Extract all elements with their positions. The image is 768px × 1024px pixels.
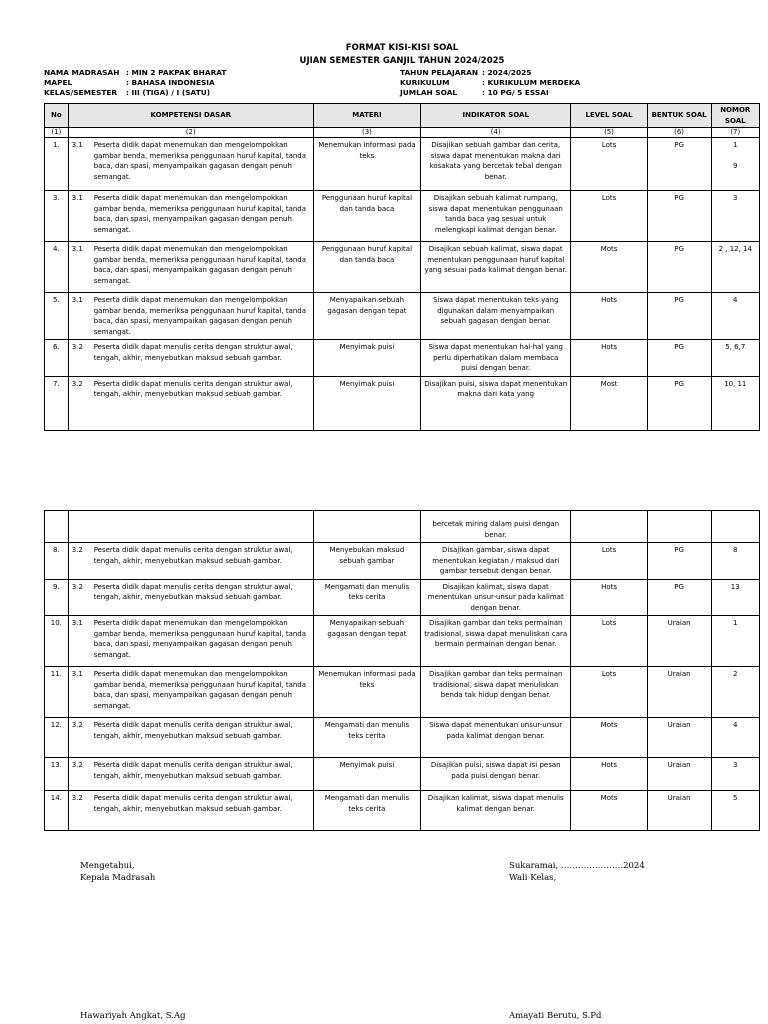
kd-text: Peserta didik dapat menulis cerita dengan struktur awal, tengah, akhir, menyebutkan maksud sebuah gambar. (93, 546, 293, 565)
info-value: : MIN 2 PAKPAK BHARAT (126, 68, 227, 77)
cell-level: Mots (571, 718, 647, 758)
col-number: (5) (571, 128, 647, 138)
cell-kd (68, 579, 313, 616)
cell-indikator: Disajikan gambar, siswa dapat menentukan kegiatan / maksud dari gambar tersebut dengan benar. (421, 543, 571, 580)
sign-left-line2: Kepala Madrasah (80, 873, 156, 883)
sign-right (509, 860, 645, 884)
info-label: KURIKULUM (400, 78, 450, 87)
kd-code: 3.2 (71, 343, 83, 351)
info-left (44, 68, 226, 98)
table-row (45, 718, 760, 758)
cell-nomor: 5, 6,7 (711, 340, 759, 377)
kd-code: 3.1 (71, 141, 83, 149)
info-label: KELAS/SEMESTER (44, 88, 118, 97)
doc-subtitle: UJIAN SEMESTER GANJIL TAHUN 2024/2025 (299, 56, 505, 66)
table-row (45, 579, 760, 616)
kd-code: 3.2 (71, 379, 83, 388)
kd-text: Peserta didik dapat menulis cerita dengan struktur awal, tengah, akhir, menyebutkan maksud sebuah gambar. (93, 343, 293, 362)
cell-bentuk: Uraian (647, 718, 711, 758)
cell-no: 7. (45, 376, 69, 430)
cell-no: 4. (45, 242, 69, 293)
cell-bentuk: Uraian (647, 791, 711, 831)
table-row (45, 293, 760, 340)
cell-nomor: 2 , 12, 14 (711, 242, 759, 293)
cell-materi: Menyebukan maksud sebuah gambar (313, 543, 420, 580)
kisi-table-page1 (44, 103, 760, 431)
kd-text: Peserta didik dapat menemukan dan mengelompokkan gambar benda, memeriksa penggunaan huruf kapital, tanda baca, dan spasi, menyampaikan gagasan dengan penuh semangat. (93, 141, 307, 181)
cell-indikator: Disajikan puisi, siswa dapat menentukan makna dari kata yang (421, 376, 571, 430)
cell-indikator: Disajikan kalimat, siswa dapat menulis kalimat dengan benar. (421, 791, 571, 831)
cell-materi: Menyimak puisi (313, 758, 420, 791)
col-header-nomor: NOMOR SOAL (711, 104, 759, 128)
cell-materi: Mengamati dan menulis teks cerita (313, 791, 420, 831)
kisi-table-page2 (44, 510, 760, 831)
col-header-no: No (45, 104, 69, 128)
cell-nomor: 3 (711, 758, 759, 791)
cell-level: Hots (571, 579, 647, 616)
kd-code: 3.1 (71, 194, 83, 202)
table-row (45, 340, 760, 377)
info-value: : 2024/2025 (482, 68, 532, 77)
cell-no: 14. (45, 791, 69, 831)
kd-text: Peserta didik dapat menulis cerita dengan struktur awal, tengah, akhir, menyebutkan maksud sebuah gambar. (93, 582, 293, 601)
kd-code: 3.2 (71, 721, 83, 729)
cell-indikator: Siswa dapat menentukan unsur-unsur pada kalimat dengan benar. (421, 718, 571, 758)
cell-level: Lots (571, 191, 647, 242)
table-row (45, 758, 760, 791)
cell-kd (68, 242, 313, 293)
cell-bentuk: PG (647, 138, 711, 191)
info-value: : BAHASA INDONESIA (126, 78, 215, 87)
kd-text: Peserta didik dapat menulis cerita dengan struktur awal, tengah, akhir, menyebutkan maksud sebuah gambar. (93, 761, 293, 780)
cell-indikator: Disajikan kalimat, siswa dapat menentukan unsur-unsur pada kalimat dengan benar. (421, 579, 571, 616)
cell-no: 5. (45, 293, 69, 340)
cell-no: 8. (45, 543, 69, 580)
cell-bentuk: PG (647, 293, 711, 340)
cell-bentuk: PG (647, 376, 711, 430)
table-row (45, 616, 760, 667)
info-label: JUMLAH SOAL (400, 88, 458, 97)
info-label: NAMA MADRASAH (44, 68, 120, 77)
cell-kd (68, 191, 313, 242)
kd-code: 3.1 (71, 296, 83, 304)
cell-kd (68, 718, 313, 758)
col-number: (3) (313, 128, 420, 138)
sign-right-name: Amayati Berutu, S.Pd (509, 1011, 602, 1021)
cell-no: 1. (45, 138, 69, 191)
col-header-indikator: INDIKATOR SOAL (421, 104, 571, 128)
cell-materi: Mengamati dan menulis teks cerita (313, 718, 420, 758)
cell-indikator: Disajikan sebuah kalimat rumpang, siswa dapat menentukan penggunaan tanda baca yag sesuai untuk melengkapi kalimat dengan benar. (421, 191, 571, 242)
cell-level: Hots (571, 340, 647, 377)
kd-text: Peserta didik dapat menemukan dan mengelompokkan gambar benda, memeriksa penggunaan huruf kapital, tanda baca, dan spasi, menyampaikan gagasan dengan penuh semangat. (93, 296, 307, 336)
kd-code: 3.2 (71, 794, 83, 802)
cell-materi: Menyimak puisi (313, 376, 420, 430)
kd-code: 3.2 (71, 761, 83, 769)
cell-nomor: 2 (711, 667, 759, 718)
cell-materi: Mengamati dan menulis teks cerita (313, 579, 420, 616)
cell-level: Lots (571, 543, 647, 580)
cell-no: 6. (45, 340, 69, 377)
cell-bentuk: PG (647, 579, 711, 616)
table-row (45, 376, 760, 430)
kd-text: Peserta didik dapat menemukan dan mengelompokkan gambar benda, memeriksa penggunaan huruf kapital, tanda baca, dan spasi, menyampaikan gagasan dengan penuh semangat. (93, 670, 307, 710)
cell-indikator: Disajikan gambar dan teks permainan tradisional, siswa dapat menuliskan benda tak hidup dengan benar. (421, 667, 571, 718)
info-value: : III (TIGA) / I (SATU) (126, 88, 211, 97)
cell-bentuk: PG (647, 191, 711, 242)
info-label: MAPEL (44, 78, 73, 87)
col-number: (7) (711, 128, 759, 138)
cell-indikator: Disajikan sebuah gambar dan cerita, siswa dapat menentukan makna dari kosakata yang bercetak tebal dengan benar. (421, 138, 571, 191)
cell-kd (68, 138, 313, 191)
cell-no: 10. (45, 616, 69, 667)
cell-materi: Menyapaikan sebuah gagasan dengan tepat (313, 616, 420, 667)
sign-right-line1: Sukaramai, ………………….2024 (509, 861, 645, 871)
cell-indikator: bercetak miring dalam puisi dengan benar. (421, 511, 571, 543)
table-row (45, 242, 760, 293)
kd-code: 3.2 (71, 546, 83, 554)
table-row (45, 191, 760, 242)
cell-kd (68, 758, 313, 791)
cell-nomor: 5 (711, 791, 759, 831)
table-row-continuation (45, 511, 760, 543)
doc-title: FORMAT KISI-KISI SOAL (345, 43, 459, 53)
cell-indikator: Siswa dapat menentukan hal-hal yang perlu diperhatikan dalam membaca puisi dengan benar. (421, 340, 571, 377)
cell-materi: Menemukan informasi pada teks (313, 667, 420, 718)
cell-nomor: 10, 11 (711, 376, 759, 430)
sign-left-line1: Mengetahui, (80, 861, 135, 871)
cell-no: 12. (45, 718, 69, 758)
kd-text: Peserta didik dapat menulis cerita dengan struktur awal, tengah, akhir, menyebutkan maksud sebuah gambar. (93, 721, 293, 740)
cell-nomor: 1 9 (711, 138, 759, 191)
cell-nomor: 8 (711, 543, 759, 580)
sign-left (80, 860, 155, 884)
cell-nomor: 3 (711, 191, 759, 242)
kd-code: 3.1 (71, 670, 83, 678)
col-number: (1) (45, 128, 69, 138)
cell-bentuk: PG (647, 340, 711, 377)
cell-no: 3. (45, 191, 69, 242)
cell-materi: Menyimak puisi (313, 340, 420, 377)
col-number: (4) (421, 128, 571, 138)
sign-right-line2: Wali Kelas, (509, 873, 557, 883)
cell-level: Most (571, 376, 647, 430)
cell-kd (68, 616, 313, 667)
kd-code: 3.1 (71, 619, 83, 627)
cell-nomor: 13 (711, 579, 759, 616)
info-value: : 10 PG/ 5 ESSAI (482, 88, 549, 97)
cell-level: Hots (571, 293, 647, 340)
cell-bentuk: PG (647, 543, 711, 580)
cell-indikator: Disajikan sebuah kalimat, siswa dapat menentukan penggunaan huruf kapital yang sesuai pada kalimat dengan benar. (421, 242, 571, 293)
cell-materi: Menemukan informasi pada teks (313, 138, 420, 191)
cell-kd (68, 791, 313, 831)
cell-bentuk: Uraian (647, 758, 711, 791)
cell-indikator: Disajikan puisi, siswa dapat isi pesan pada puisi dengan benar. (421, 758, 571, 791)
kd-code: 3.1 (71, 245, 83, 253)
cell-kd (68, 667, 313, 718)
kd-text: Peserta didik dapat menulis cerita dengan struktur awal, tengah, akhir, menyebutkan maksud sebuah gambar. (93, 379, 293, 398)
cell-kd (68, 543, 313, 580)
cell-level: Mots (571, 791, 647, 831)
cell-nomor: 4 (711, 718, 759, 758)
table-row (45, 543, 760, 580)
kd-text: Peserta didik dapat menemukan dan mengelompokkan gambar benda, memeriksa penggunaan huruf kapital, tanda baca, dan spasi, menyampaikan gagasan dengan penuh semangat. (93, 245, 307, 285)
cell-bentuk: Uraian (647, 616, 711, 667)
cell-materi: Menyapaikan sebuah gagasan dengan tepat (313, 293, 420, 340)
cell-kd (68, 293, 313, 340)
info-right (400, 68, 580, 98)
cell-level: Lots (571, 667, 647, 718)
cell-indikator: Disajikan gambar dan teks permainan tradisional, siswa dapat menuliskan cara bermain permainan dengan benar. (421, 616, 571, 667)
col-header-level: LEVEL SOAL (571, 104, 647, 128)
cell-kd (68, 340, 313, 377)
cell-level: Mots (571, 242, 647, 293)
cell-materi: Penggunaan huruf kapital dan tanda baca (313, 191, 420, 242)
cell-nomor: 4 (711, 293, 759, 340)
table-row (45, 791, 760, 831)
cell-bentuk: PG (647, 242, 711, 293)
info-value: : KURIKULUM MERDEKA (482, 78, 581, 87)
cell-no: 9. (45, 579, 69, 616)
info-label: TAHUN PELAJARAN (400, 68, 479, 77)
cell-no: 11. (45, 667, 69, 718)
cell-level: Hots (571, 758, 647, 791)
kd-text: Peserta didik dapat menulis cerita dengan struktur awal, tengah, akhir, menyebutkan maksud sebuah gambar. (93, 794, 293, 813)
col-number: (2) (68, 128, 313, 138)
col-header-kd: KOMPETENSI DASAR (68, 104, 313, 128)
cell-indikator: Siswa dapat menentukan teks yang digunakan dalam menyampaikan sebuah gagasan dengan benar. (421, 293, 571, 340)
cell-nomor: 1 (711, 616, 759, 667)
col-header-materi: MATERI (313, 104, 420, 128)
cell-level: Lots (571, 138, 647, 191)
sign-left-name: Hawariyah Angkat, S.Ag (80, 1011, 186, 1021)
cell-materi: Penggunaan huruf kapital dan tanda baca (313, 242, 420, 293)
cell-no: 13. (45, 758, 69, 791)
cell-level: Lots (571, 616, 647, 667)
kd-text: Peserta didik dapat menemukan dan mengelompokkan gambar benda, memeriksa penggunaan huruf kapital, tanda baca, dan spasi, menyampaikan gagasan dengan penuh semangat. (93, 194, 307, 234)
kd-code: 3.2 (71, 582, 83, 591)
col-header-bentuk: BENTUK SOAL (647, 104, 711, 128)
kd-text: Peserta didik dapat menemukan dan mengelompokkan gambar benda, memeriksa penggunaan huruf kapital, tanda baca, dan spasi, menyampaikan gagasan dengan penuh semangat. (93, 619, 307, 659)
cell-kd (68, 376, 313, 430)
cell-bentuk: Uraian (647, 667, 711, 718)
table-row (45, 138, 760, 191)
col-number: (6) (647, 128, 711, 138)
table-row (45, 667, 760, 718)
